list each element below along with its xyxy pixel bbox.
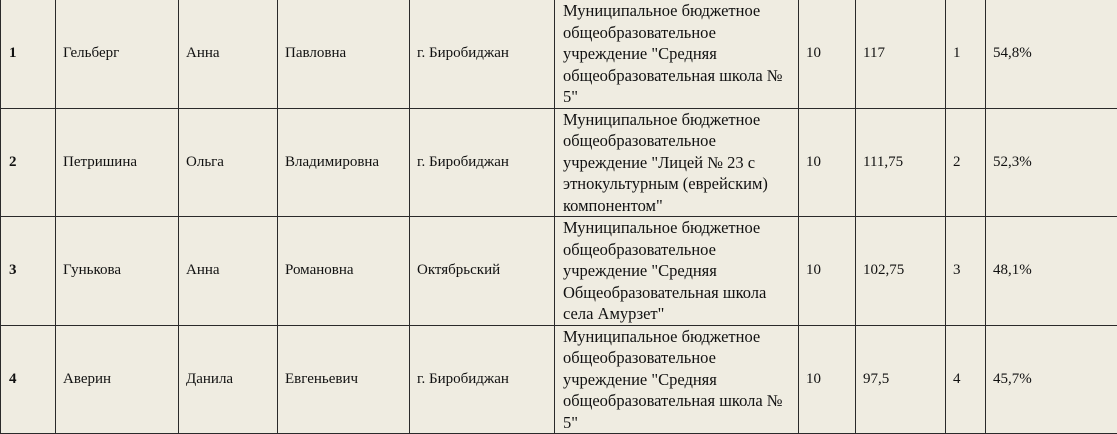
table-row xyxy=(1,108,1117,217)
locality-cell: г. Биробиджан xyxy=(410,0,555,108)
place-cell: 2 xyxy=(946,108,986,217)
first-name-cell: Анна xyxy=(179,0,278,108)
school-cell: Муниципальное бюджетное общеобразовательное учреждение "Средняя общеобразовательная школа № 5" xyxy=(555,0,799,108)
score-cell: 111,75 xyxy=(856,108,946,217)
row-number: 4 xyxy=(1,325,56,434)
row-number: 1 xyxy=(1,0,56,108)
percent-cell: 45,7% xyxy=(986,325,1117,434)
last-name-cell: Петришина xyxy=(56,108,179,217)
score-cell: 117 xyxy=(856,0,946,108)
percent-cell: 52,3% xyxy=(986,108,1117,217)
first-name-cell: Анна xyxy=(179,217,278,326)
patronymic-cell: Романовна xyxy=(278,217,410,326)
grade-cell: 10 xyxy=(799,0,856,108)
row-number: 3 xyxy=(1,217,56,326)
patronymic-cell: Владимировна xyxy=(278,108,410,217)
locality-cell: Октябрьский xyxy=(410,217,555,326)
grade-cell: 10 xyxy=(799,325,856,434)
percent-cell: 48,1% xyxy=(986,217,1117,326)
last-name-cell: Гельберг xyxy=(56,0,179,108)
last-name-cell: Аверин xyxy=(56,325,179,434)
first-name-cell: Ольга xyxy=(179,108,278,217)
last-name-cell: Гунькова xyxy=(56,217,179,326)
place-cell: 3 xyxy=(946,217,986,326)
table-row xyxy=(1,0,1117,108)
patronymic-cell: Евгеньевич xyxy=(278,325,410,434)
grade-cell: 10 xyxy=(799,217,856,326)
table-row xyxy=(1,217,1117,326)
score-cell: 102,75 xyxy=(856,217,946,326)
table-row xyxy=(1,325,1117,434)
row-number: 2 xyxy=(1,108,56,217)
grade-cell: 10 xyxy=(799,108,856,217)
percent-cell: 54,8% xyxy=(986,0,1117,108)
school-cell: Муниципальное бюджетное общеобразовательное учреждение "Средняя Общеобразовательная школа села Амурзет" xyxy=(555,217,799,326)
place-cell: 1 xyxy=(946,0,986,108)
school-cell: Муниципальное бюджетное общеобразовательное учреждение "Средняя общеобразовательная школа № 5" xyxy=(555,325,799,434)
place-cell: 4 xyxy=(946,325,986,434)
first-name-cell: Данила xyxy=(179,325,278,434)
score-cell: 97,5 xyxy=(856,325,946,434)
locality-cell: г. Биробиджан xyxy=(410,108,555,217)
school-cell: Муниципальное бюджетное общеобразовательное учреждение "Лицей № 23 с этнокультурным (еврейским) компонентом" xyxy=(555,108,799,217)
patronymic-cell: Павловна xyxy=(278,0,410,108)
locality-cell: г. Биробиджан xyxy=(410,325,555,434)
